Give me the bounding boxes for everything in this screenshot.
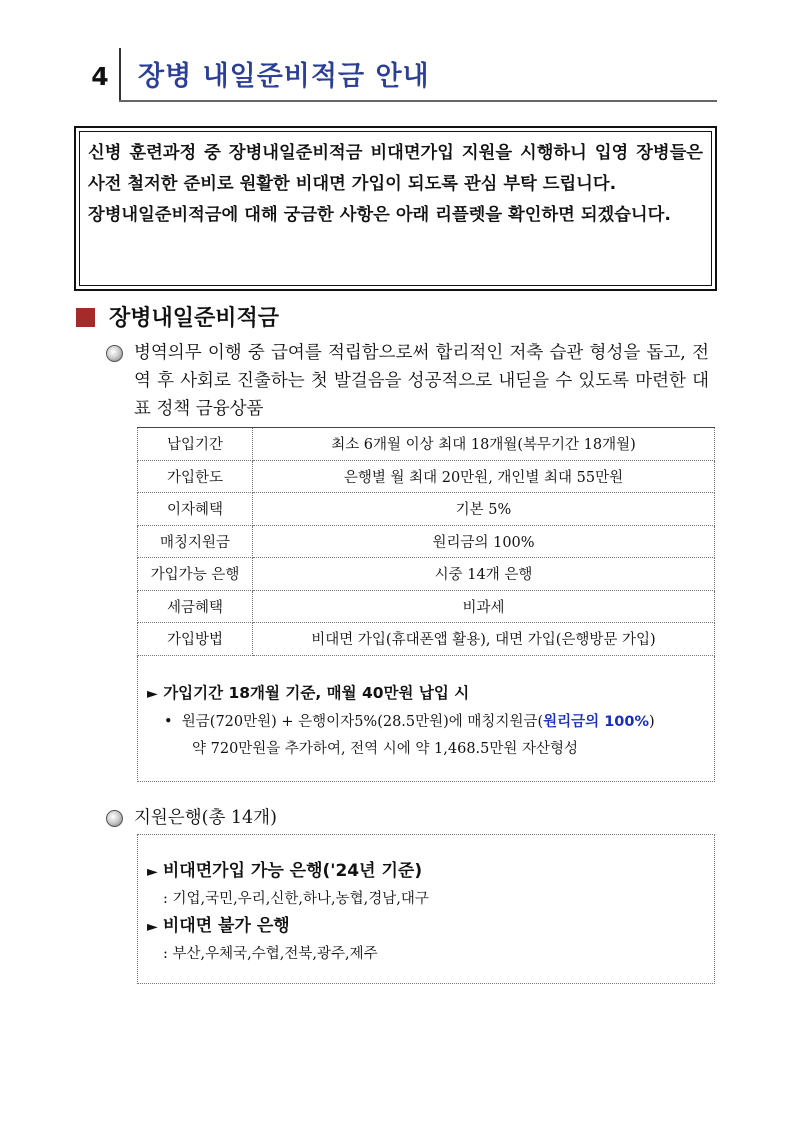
table-label: 납입기간 (138, 428, 253, 461)
table-row (138, 525, 715, 558)
table-value: 은행별 월 최대 20만원, 개인별 최대 55만원 (253, 460, 715, 493)
notice-box (74, 126, 717, 291)
header-divider (119, 48, 121, 102)
available-banks-list: : 기업,국민,우리,신한,하나,농협,경남,대구 (163, 891, 429, 907)
example-line-2: 약 720만원을 추가하여, 전역 시에 약 1,468.5만원 자산형성 (192, 741, 579, 757)
table-label: 가입방법 (138, 623, 253, 656)
unavailable-banks-list: : 부산,우체국,수협,전북,광주,제주 (163, 946, 378, 962)
section-description: 병역의무 이행 중 급여를 적립함으로써 합리적인 저축 습관 형성을 돕고, 전역 후 사회로 진출하는 첫 발걸음을 성공적으로 내딛을 수 있도록 마련한 대표 정책 금융상품 (134, 343, 709, 419)
table-value: 기본 5% (253, 493, 715, 526)
page-title: 장병 내일준비적금 안내 (138, 61, 430, 92)
unavailable-banks-title: 비대면 불가 은행 (162, 916, 290, 936)
unavailable-banks-heading (147, 911, 290, 936)
table-label: 세금혜택 (138, 590, 253, 623)
table-row (138, 558, 715, 591)
notice-content (79, 131, 712, 286)
table-row (138, 460, 715, 493)
arrow-right-icon: ► (147, 919, 158, 935)
notice-paragraph-1: 신병 훈련과정 중 장병내일준비적금 비대면가입 지원을 시행하니 입영 장병들은 사전 철저한 준비로 원활한 비대면 가입이 되도록 관심 부탁 드립니다. (88, 143, 703, 194)
table-value: 원리금의 100% (253, 525, 715, 558)
info-table (137, 427, 715, 656)
table-label: 가입가능 은행 (138, 558, 253, 591)
arrow-right-icon: ► (147, 864, 158, 880)
table-value: 시중 14개 은행 (253, 558, 715, 591)
square-bullet-icon (76, 308, 95, 327)
circle-bullet-icon (106, 810, 123, 827)
table-value: 비대면 가입(휴대폰앱 활용), 대면 가입(은행방문 가입) (253, 623, 715, 656)
header-underline (119, 100, 717, 102)
section-number: 4 (91, 61, 109, 91)
example-line-1 (164, 710, 655, 731)
table-row (138, 428, 715, 461)
notice-paragraph-2: 장병내일준비적금에 대해 궁금한 사항은 아래 리플렛을 확인하면 되겠습니다. (88, 205, 671, 225)
table-row (138, 623, 715, 656)
table-row (138, 493, 715, 526)
available-banks-title: 비대면가입 가능 은행('24년 기준) (162, 861, 423, 881)
available-banks-heading (147, 856, 422, 881)
example-title-text: 가입기간 18개월 기준, 매월 40만원 납입 시 (163, 684, 470, 702)
circle-bullet-icon (106, 345, 123, 362)
table-label: 이자혜택 (138, 493, 253, 526)
example-highlight: 원리금의 100% (543, 714, 649, 730)
banks-title: 지원은행(총 14개) (134, 808, 277, 828)
table-label: 매칭지원금 (138, 525, 253, 558)
example-title (147, 681, 469, 703)
table-row (138, 590, 715, 623)
table-value: 최소 6개월 이상 최대 18개월(복무기간 18개월) (253, 428, 715, 461)
example-line-1-suffix: ) (649, 714, 655, 730)
table-label: 가입한도 (138, 460, 253, 493)
table-value: 비과세 (253, 590, 715, 623)
arrow-right-icon: ► (147, 686, 158, 702)
bullet-icon: • (164, 714, 173, 730)
example-line-1-prefix: 원금(720만원) + 은행이자5%(28.5만원)에 매칭지원금( (181, 714, 544, 730)
section-title: 장병내일준비적금 (109, 306, 280, 331)
